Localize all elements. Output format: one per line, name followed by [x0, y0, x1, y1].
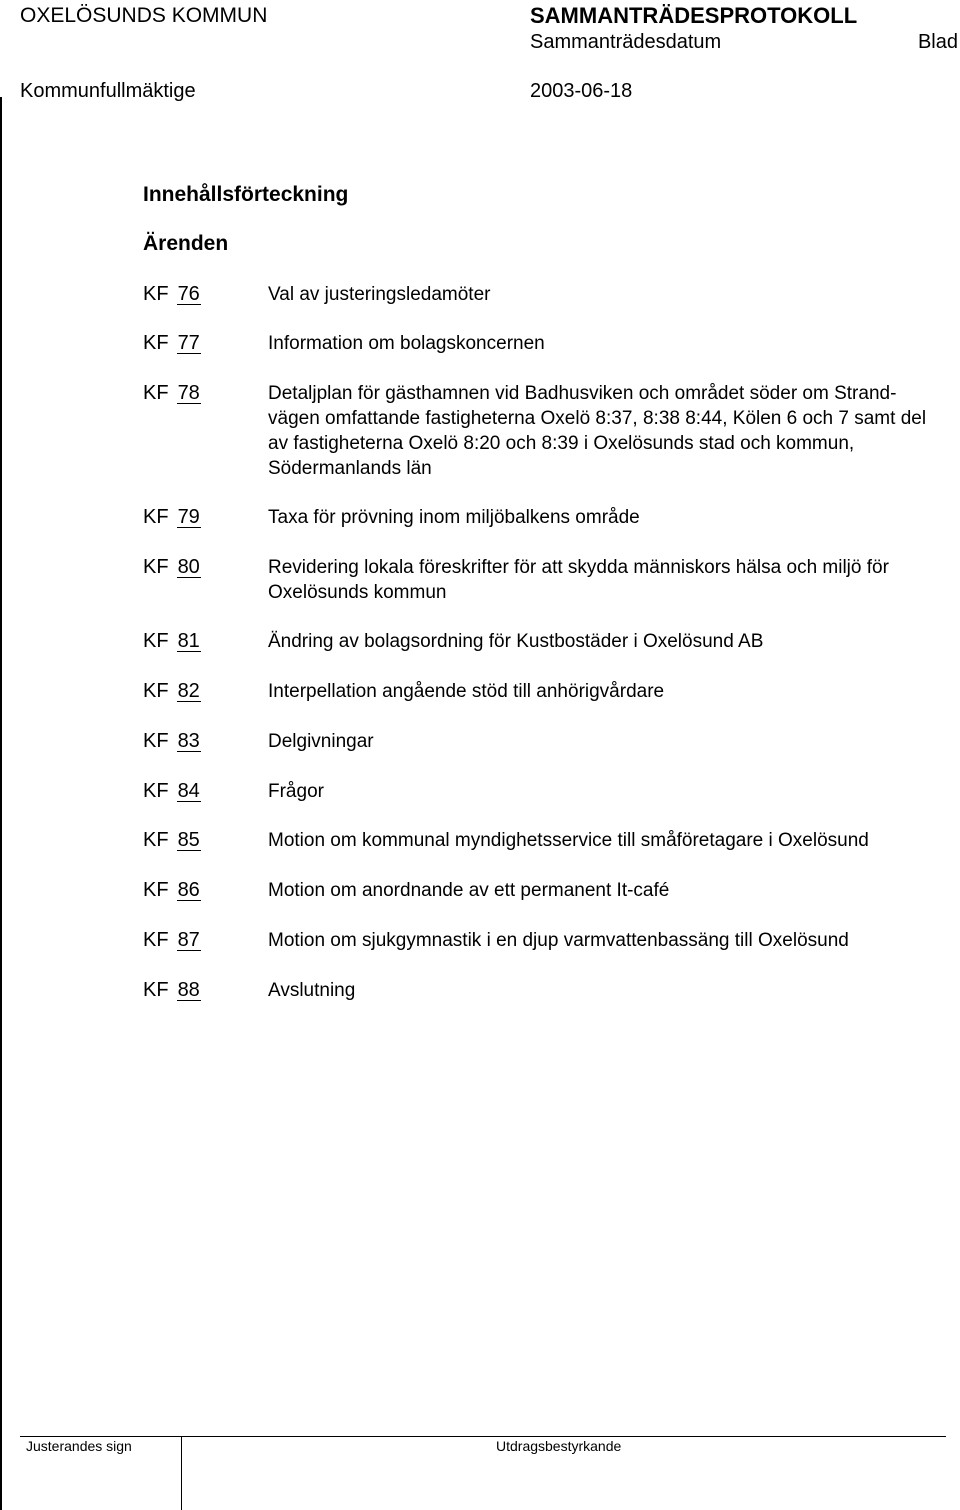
item-title: Motion om anordnande av ett permanent It-café: [268, 880, 670, 901]
item-id: KF 87: [143, 929, 200, 951]
item-id: KF 78: [143, 382, 200, 404]
footer-certification-label: Utdragsbestyrkande: [496, 1438, 622, 1454]
item-title: Interpellation angående stöd till anhörigvårdare: [268, 681, 665, 702]
footer-separator: [181, 1436, 182, 1510]
item-title: Motion om kommunal myndighetsservice till småföretagare i Oxelösund: [268, 830, 869, 851]
item-id: KF 81: [143, 630, 200, 652]
council-name: Kommunfullmäktige: [20, 80, 196, 102]
item-id: KF 80: [143, 556, 200, 578]
item-id: KF 84: [143, 780, 200, 802]
item-id: KF 82: [143, 680, 200, 702]
item-id: KF 86: [143, 879, 200, 901]
toc-item: [143, 828, 943, 853]
item-title: Ändring av bolagsordning för Kustbostäder i Oxelösund AB: [268, 631, 764, 652]
toc-item: [143, 928, 943, 953]
toc-item: [143, 331, 943, 356]
item-id: KF 85: [143, 829, 200, 851]
item-title: Frågor: [268, 781, 324, 802]
item-id: KF 79: [143, 506, 200, 528]
section-heading: Ärenden: [143, 232, 229, 255]
toc-item: [143, 679, 943, 704]
meeting-date: 2003-06-18: [530, 80, 633, 102]
toc-item: [143, 779, 943, 804]
item-title: Avslutning: [268, 980, 356, 1001]
document-type: SAMMANTRÄDESPROTOKOLL: [530, 3, 858, 28]
item-title: Taxa för prövning inom miljöbalkens område: [268, 507, 640, 528]
item-title: Detaljplan för gästhamnen vid Badhusviken och området söder om Strand- vägen omfattande fastigheterna Oxelö 8:37, 8:38 8:44, Kölen 6 och 7 samt del av fastigheterna Oxelö 8:20 och 8:39 i Oxelösunds stad och kommun, Södermanlands län: [268, 383, 927, 479]
toc-list: [143, 282, 943, 1003]
municipality-name: OXELÖSUNDS KOMMUN: [20, 4, 268, 27]
item-title: Revidering lokala föreskrifter för att skydda människors hälsa och miljö för Oxelösunds kommun: [268, 557, 889, 603]
item-id: KF 88: [143, 979, 200, 1001]
toc-item: [143, 282, 943, 307]
footer-signature-label: Justerandes sign: [26, 1438, 132, 1454]
item-title: Delgivningar: [268, 731, 374, 752]
meeting-date-label: Sammanträdesdatum: [530, 31, 722, 53]
item-id: KF 83: [143, 730, 200, 752]
item-id: KF 76: [143, 283, 200, 305]
item-id: KF 77: [143, 332, 200, 354]
toc-item: [143, 505, 943, 530]
item-title: Motion om sjukgymnastik i en djup varmvattenbassäng till Oxelösund: [268, 930, 849, 951]
toc-item: [143, 381, 943, 481]
item-title: Val av justeringsledamöter: [268, 284, 491, 305]
toc-item: [143, 978, 943, 1003]
toc-item: [143, 729, 943, 754]
footer-rule: [20, 1436, 946, 1437]
toc-item: [143, 629, 943, 654]
toc-item: [143, 878, 943, 903]
page-label: Blad: [917, 31, 958, 53]
item-title: Information om bolagskoncernen: [268, 333, 545, 354]
toc-title: Innehållsförteckning: [143, 183, 349, 206]
left-margin-rule: [0, 97, 2, 1510]
toc-item: [143, 555, 943, 605]
